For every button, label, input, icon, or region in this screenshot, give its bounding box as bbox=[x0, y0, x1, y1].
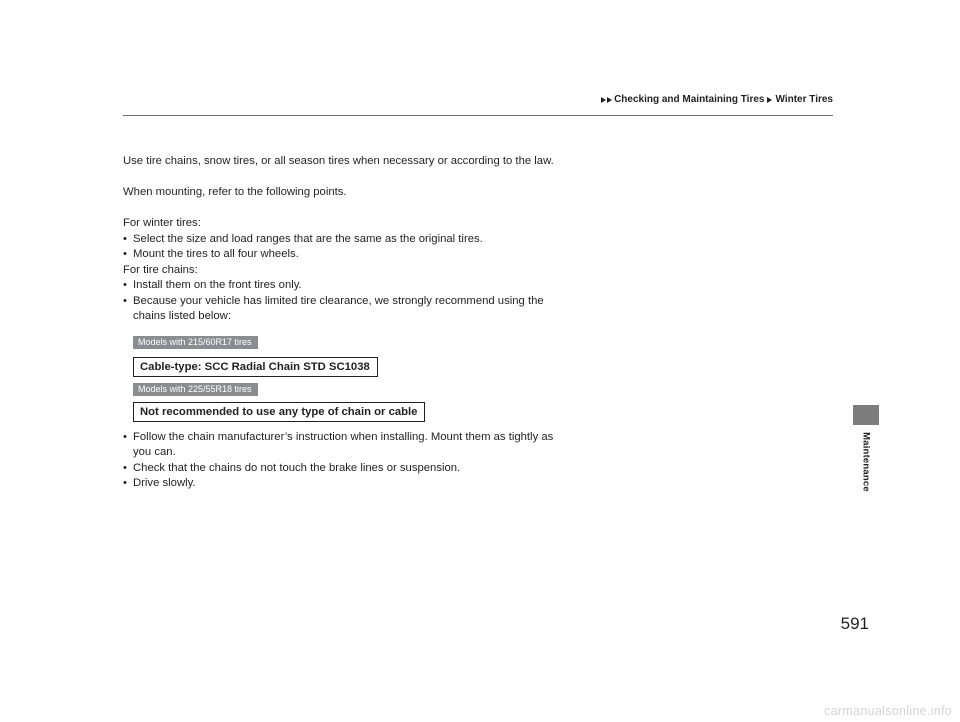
list-item: • Drive slowly. bbox=[123, 476, 563, 492]
bullet-icon: • bbox=[123, 430, 127, 443]
bullet-icon: • bbox=[123, 477, 127, 489]
list-item: • Check that the chains do not touch the brake lines or suspension. bbox=[123, 461, 563, 477]
list-item: • Follow the chain manufacturer’s instruction when installing. Mount them as tightly as you can. bbox=[123, 430, 554, 458]
model-tag-225-55r18: Models with 225/55R18 tires bbox=[133, 383, 258, 396]
chain-warning-box: Not recommended to use any type of chain or cable bbox=[133, 402, 425, 422]
section-tab-marker bbox=[853, 405, 879, 425]
winter-tires-heading: For winter tires: bbox=[123, 217, 201, 229]
page-number: 591 bbox=[840, 614, 869, 633]
bullet-icon: • bbox=[123, 294, 127, 307]
bullet-icon: • bbox=[123, 232, 127, 245]
breadcrumb-current[interactable]: Winter Tires bbox=[775, 94, 833, 105]
bullet-icon: • bbox=[123, 461, 127, 474]
intro-paragraph: Use tire chains, snow tires, or all season tires when necessary or according to the law. bbox=[123, 155, 554, 167]
list-item: • Mount the tires to all four wheels. bbox=[123, 247, 563, 263]
bullet-icon: • bbox=[123, 248, 127, 260]
chain-spec-box: Cable-type: SCC Radial Chain STD SC1038 bbox=[133, 357, 378, 377]
header-rule bbox=[123, 115, 833, 116]
arrow-right-icon bbox=[601, 97, 606, 103]
arrow-right-icon bbox=[607, 97, 612, 103]
section-label: Maintenance bbox=[860, 432, 872, 492]
breadcrumb bbox=[601, 94, 833, 105]
content-body bbox=[123, 154, 563, 492]
list-item: • Because your vehicle has limited tire clearance, we strongly recommend using the chains listed below: bbox=[123, 294, 544, 322]
mounting-note: When mounting, refer to the following points. bbox=[123, 186, 347, 198]
arrow-right-icon bbox=[767, 97, 772, 103]
list-item: • Select the size and load ranges that are the same as the original tires. bbox=[123, 232, 563, 248]
list-item: • Install them on the front tires only. bbox=[123, 278, 563, 294]
tire-chains-heading: For tire chains: bbox=[123, 263, 198, 276]
breadcrumb-section[interactable]: Checking and Maintaining Tires bbox=[614, 94, 765, 105]
model-tag-215-60r17: Models with 215/60R17 tires bbox=[133, 336, 258, 349]
watermark[interactable]: carmanualsonline.info bbox=[824, 704, 952, 718]
bullet-icon: • bbox=[123, 279, 127, 291]
